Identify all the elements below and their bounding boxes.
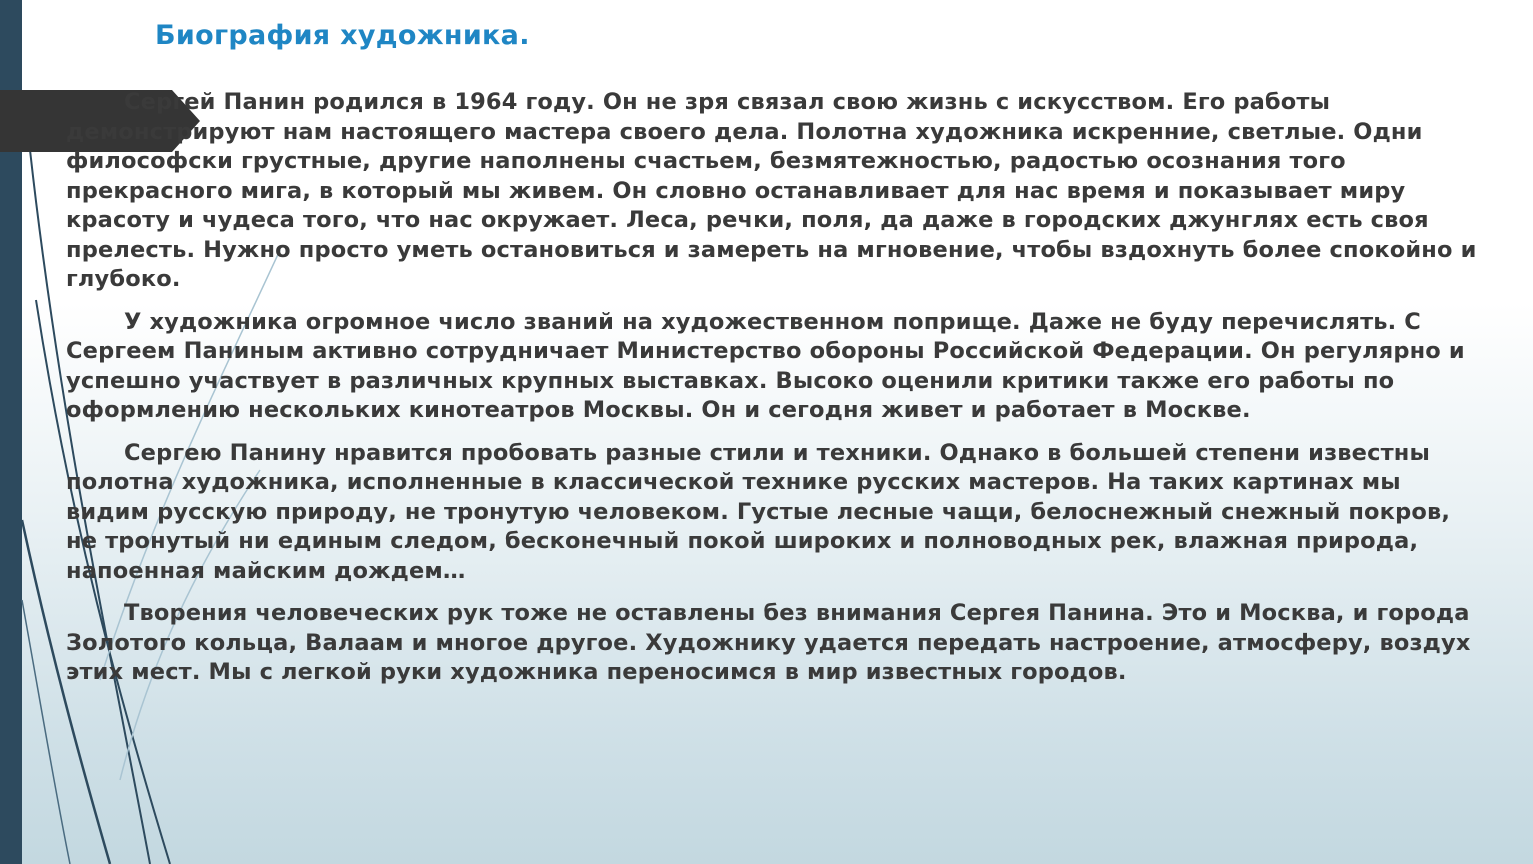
paragraph-3: Сергею Панину нравится пробовать разные стили и техники. Однако в большей степени известны полотна художника, исполненные в классической технике русских мастеров. На таких картинах мы видим русскую природу, не тронутую человеком. Густые лесные чащи, белоснежный снежный покров, не тронутый ни единым следом, бесконечный покой широких и полноводных рек, влажная природа, напоенная майским дождем…	[66, 439, 1451, 584]
paragraph-1: Сергей Панин родился в 1964 году. Он не зря связал свою жизнь с искусством. Его работы демонстрируют нам настоящего мастера своего дела. Полотна художника искренние, светлые. Одни философски грустные, другие наполнены счастьем, безмятежностью, радостью осознания того прекрасного мига, в который мы живем. Он словно останавливает для нас время и показывает миру красоту и чудеса того, что нас окружает. Леса, речки, поля, да даже в городских джунглях есть своя прелесть. Нужно просто уметь остановиться и замереть на мгновение, чтобы вздохнуть более спокойно и глубоко.	[66, 89, 1477, 292]
biography-text	[66, 88, 1478, 701]
slide-title: Биография художника.	[155, 20, 530, 51]
paragraph-4: Творения человеческих рук тоже не оставлены без внимания Сергея Панина. Это и Москва, и города Золотого кольца, Валаам и многое другое. Художнику удается передать настроение, атмосферу, воздух этих мест. Мы с легкой руки художника переносимся в мир известных городов.	[66, 600, 1471, 685]
paragraph-2: У художника огромное число званий на художественном поприще. Даже не буду перечислять. С Сергеем Паниным активно сотрудничает Министерство обороны Российской Федерации. Он регулярно и успешно участвует в различных крупных выставках. Высоко оценили критики также его работы по оформлению нескольких кинотеатров Москвы. Он и сегодня живет и работает в Москве.	[66, 308, 1465, 423]
